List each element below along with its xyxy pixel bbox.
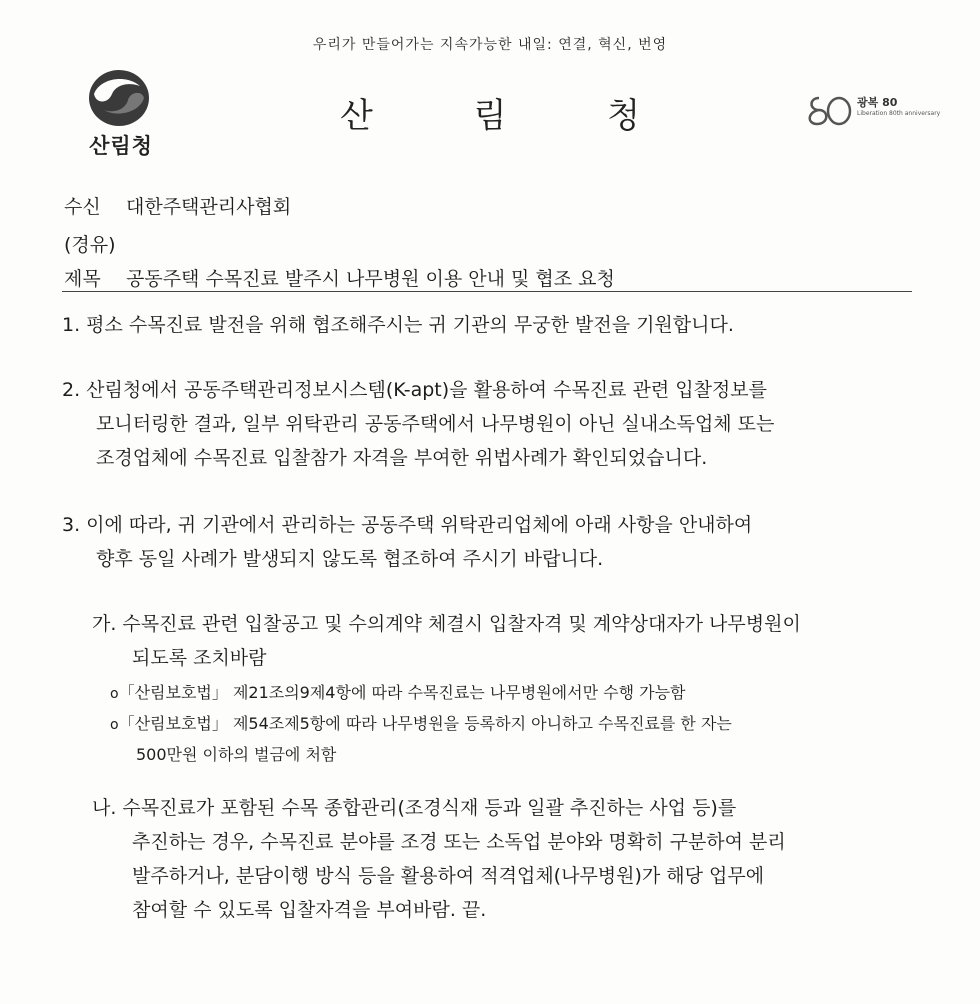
paragraph-2-line-3: 조경업체에 수목진료 입찰참가 자격을 부여한 위법사례가 확인되었습니다. (96, 447, 708, 469)
slogan: 우리가 만들어가는 지속가능한 내일: 연결, 혁신, 번영 (312, 37, 668, 53)
via-row: (경유) (64, 234, 116, 256)
title-char-3: 청 (607, 96, 640, 136)
liberation-80-emblem (805, 92, 941, 132)
item-na-line-2: 추진하는 경우, 수목진료 분야를 조경 또는 소독업 분야와 명확히 구분하여 분리 (132, 831, 786, 853)
paragraph-2-line-1: 2. 산림청에서 공동주택관리정보시스템(K-apt)을 활용하여 수목진료 관련 입찰정보를 (62, 379, 767, 401)
ga-bullet-1-text: 「산림보호법」 제21조의9제4항에 따라 수목진료는 나무병원에서만 수행 가능함 (118, 683, 686, 702)
header-divider (62, 291, 912, 292)
bullet-mark: o (110, 686, 119, 702)
item-ga-line-2: 되도록 조치바람 (132, 647, 267, 669)
emblem-80-icon (805, 92, 855, 128)
recipient-label: 수신 (64, 196, 101, 218)
taegeuk-icon (86, 68, 152, 130)
title-char-1: 산 (340, 96, 373, 136)
paragraph-3-line-1: 3. 이에 따라, 귀 기관에서 관리하는 공동주택 위탁관리업체에 아래 사항을 안내하여 (62, 514, 753, 536)
ga-bullet-2-text: 「산림보호법」 제54조제5항에 따라 나무병원을 등록하지 아니하고 수목진료를 한 자는 (118, 714, 732, 733)
recipient-value: 대한주택관리사협회 (126, 196, 292, 218)
item-ga-line-1: 가. 수목진료 관련 입찰공고 및 수의계약 체결시 입찰자격 및 계약상대자가 나무병원이 (92, 613, 801, 635)
ga-bullet-1 (110, 680, 686, 703)
item-na-line-1: 나. 수목진료가 포함된 수목 종합관리(조경식재 등과 일괄 추진하는 사업 등)를 (92, 797, 737, 819)
paragraph-3-line-2: 향후 동일 사례가 발생되지 않도록 협조하여 주시기 바랍니다. (96, 548, 604, 570)
emblem-sublabel: Liberation 80th anniversary (857, 110, 941, 117)
paragraph-2-line-2: 모니터링한 결과, 일부 위탁관리 공동주택에서 나무병원이 아닌 실내소독업체 또는 (96, 413, 775, 435)
page-title (340, 88, 640, 137)
subject-label: 제목 (64, 268, 101, 290)
ga-bullet-2 (110, 711, 732, 734)
emblem-label: 광복 80 (857, 96, 898, 109)
bullet-mark: o (110, 717, 119, 733)
title-char-2: 림 (473, 96, 507, 136)
item-na-line-4: 참여할 수 있도록 입찰자격을 부여바람. 끝. (132, 899, 487, 921)
logo-text: 산림청 (89, 134, 153, 158)
ga-bullet-2-line-2: 500만원 이하의 벌금에 처함 (136, 745, 337, 764)
subject-value: 공동주택 수목진료 발주시 나무병원 이용 안내 및 협조 요청 (126, 268, 615, 290)
paragraph-1: 1. 평소 수목진료 발전을 위해 협조해주시는 귀 기관의 무궁한 발전을 기원합니다. (62, 314, 734, 336)
recipient-row (64, 192, 291, 219)
item-na-line-3: 발주하거나, 분담이행 방식 등을 활용하여 적격업체(나무병원)가 해당 업무에 (132, 865, 765, 887)
subject-row (64, 264, 615, 291)
forest-service-logo (78, 68, 164, 164)
